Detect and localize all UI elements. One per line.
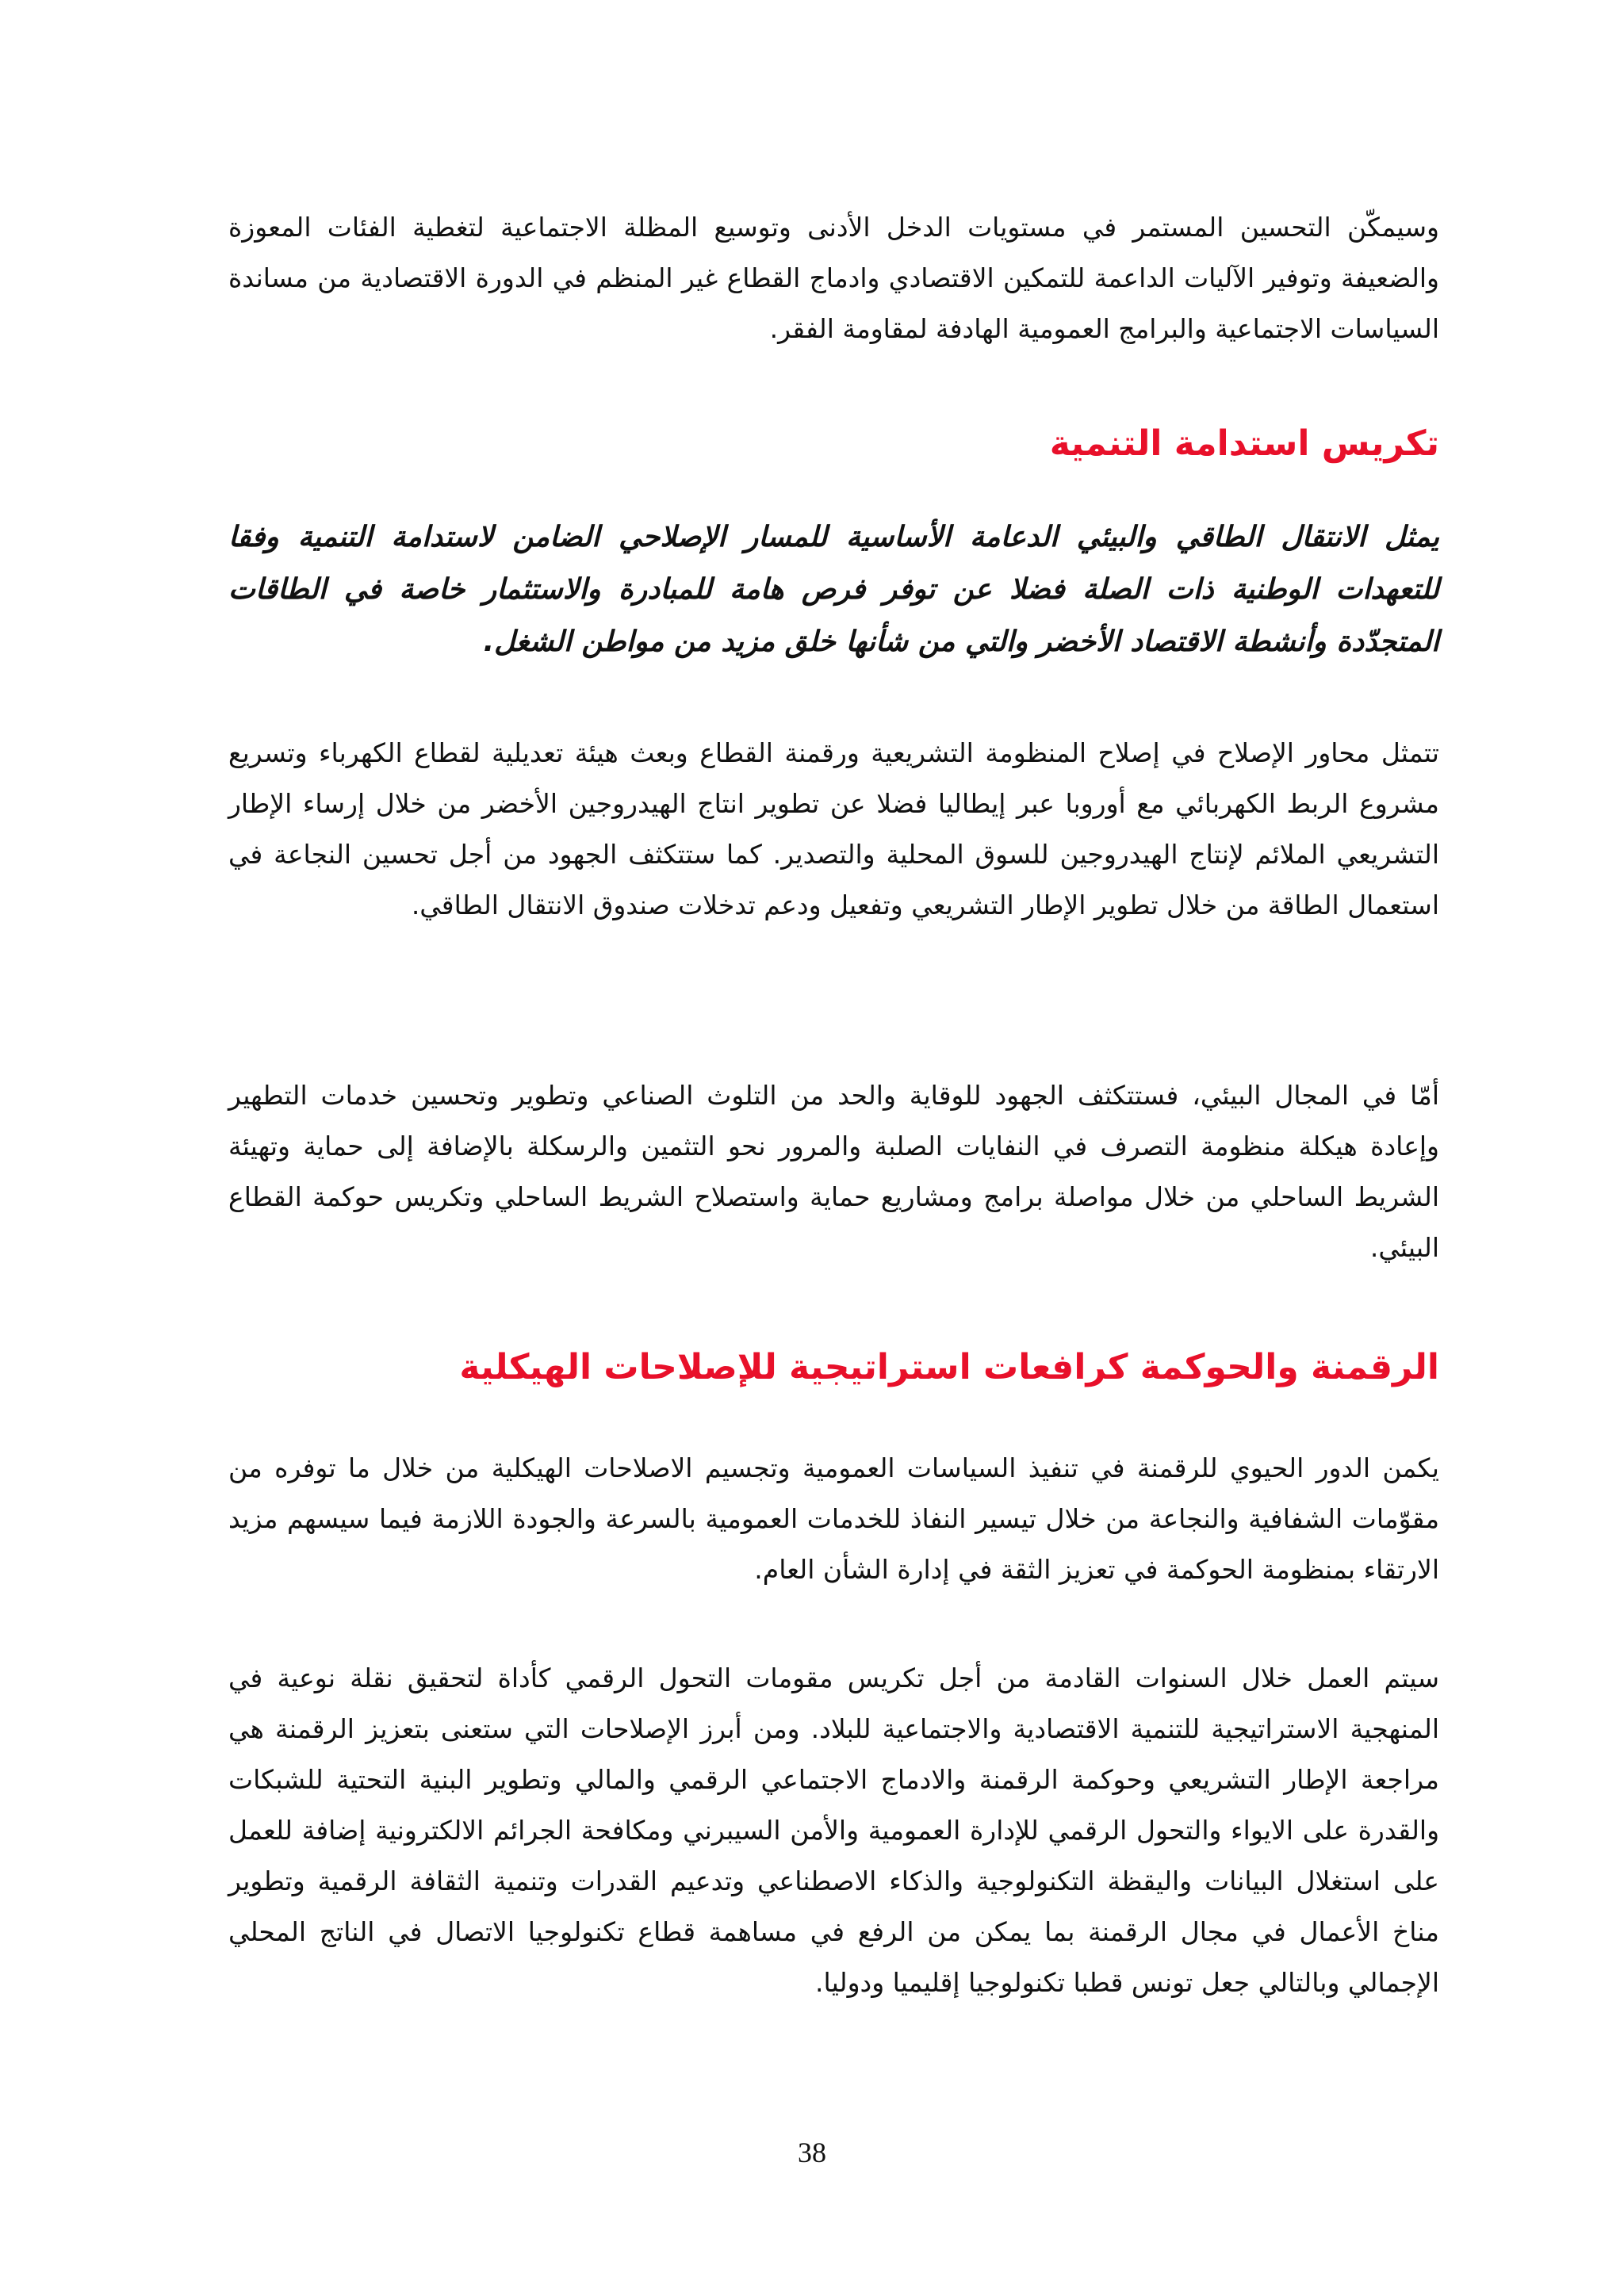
paragraph-environment: أمّا في المجال البيئي، فستتكثف الجهود للوقاية والحد من التلوث الصناعي وتطوير وتحسين خدمات التطهير وإعادة هيكلة منظومة التصرف في النفايات الصلبة والمرور نحو التثمين والرسكلة بالإضافة إلى حماية وتهيئة الشريط الساحلي من خلال مواصلة برامج ومشاريع حماية واستصلاح الشريط الساحلي وتكريس حوكمة القطاع البيئي.: [228, 1080, 1439, 1263]
paragraph-poverty-reduction: وسيمكّن التحسين المستمر في مستويات الدخل الأدنى وتوسيع المظلة الاجتماعية لتغطية الفئات المعوزة والضعيفة وتوفير الآليات الداعمة للتمكين الاقتصادي وادماج القطاع غير المنظم في الدورة الاقتصادية من مساندة السياسات الاجتماعية والبرامج العمومية الهادفة لمقاومة الفقر.: [228, 212, 1439, 344]
section-heading-digitization-governance: الرقمنة والحوكمة كرافعات استراتيجية للإصلاحات الهيكلية: [459, 1347, 1439, 1387]
section-heading-sustainable-development: تكريس استدامة التنمية: [1049, 423, 1439, 464]
paragraph-digital-transformation: سيتم العمل خلال السنوات القادمة من أجل تكريس مقومات التحول الرقمي كأداة لتحقيق نقلة نوعية في المنهجية الاستراتيجية للتنمية الاقتصادية والاجتماعية للبلاد. ومن أبرز الإصلاحات التي ستعنى بتعزيز الرقمنة هي مراجعة الإطار التشريعي وحوكمة الرقمنة والادماج الاجتماعي الرقمي والمالي وتطوير البنية التحتية للشبكات والقدرة على الايواء والتحول الرقمي للإدارة العمومية والأمن السيبرني ومكافحة الجرائم الالكترونية إضافة للعمل على استغلال البيانات واليقظة التكنولوجية والذكاء الاصطناعي وتدعيم القدرات وتنمية الثقافة الرقمية وتطوير مناخ الأعمال في مجال الرقمنة بما يمكن من الرفع في مساهمة قطاع تكنولوجيا الاتصال في الناتج المحلي الإجمالي وبالتالي جعل تونس قطبا تكنولوجيا إقليميا ودوليا.: [228, 1663, 1439, 1998]
document-page: [228, 0, 1439, 2296]
paragraph-energy-reform: تتمثل محاور الإصلاح في إصلاح المنظومة التشريعية ورقمنة القطاع وبعث هيئة تعديلية لقطاع الكهرباء وتسريع مشروع الربط الكهربائي مع أوروبا عبر إيطاليا فضلا عن تطوير انتاج الهيدروجين الأخضر من خلال إرساء الإطار التشريعي الملائم لإنتاج الهيدروجين للسوق المحلية والتصدير. كما ستتكثف الجهود من أجل تحسين النجاعة في استعمال الطاقة من خلال تطوير الإطار التشريعي وتفعيل ودعم تدخلات صندوق الانتقال الطاقي.: [228, 737, 1439, 920]
paragraph-digitization-role: يكمن الدور الحيوي للرقمنة في تنفيذ السياسات العمومية وتجسيم الاصلاحات الهيكلية من خلال ما توفره من مقوّمات الشفافية والنجاعة من خلال تيسير النفاذ للخدمات العمومية بالسرعة والجودة اللازمة فيما سيسهم مزيد الارتقاء بمنظومة الحوكمة في تعزيز الثقة في إدارة الشأن العام.: [228, 1452, 1439, 1585]
lead-paragraph-energy-transition: يمثل الانتقال الطاقي والبيئي الدعامة الأساسية للمسار الإصلاحي الضامن لاستدامة التنمية وفقا للتعهدات الوطنية ذات الصلة فضلا عن توفر فرص هامة للمبادرة والاستثمار خاصة في الطاقات المتجدّدة وأنشطة الاقتصاد الأخضر والتي من شأنها خلق مزيد من مواطن الشغل.: [228, 521, 1439, 658]
page-number: 38: [798, 2137, 826, 2168]
